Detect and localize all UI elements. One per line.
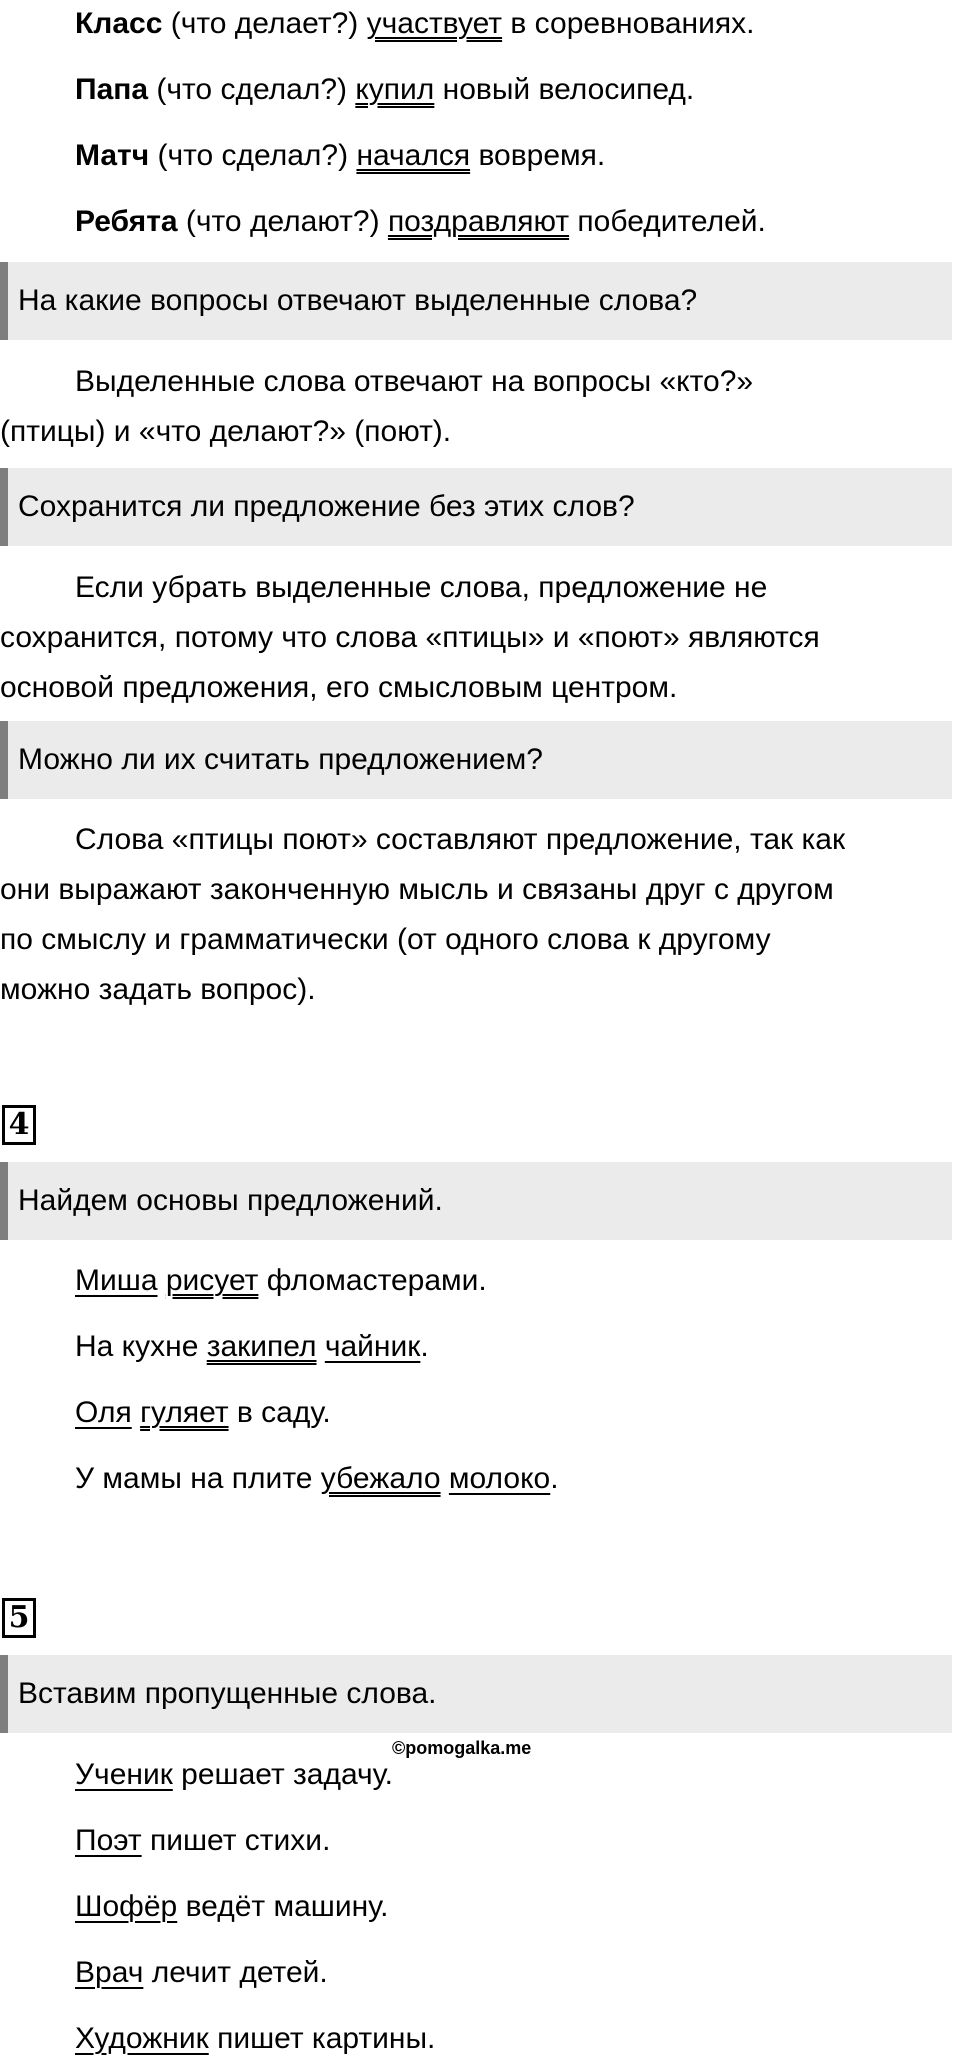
predicate-word: гуляет xyxy=(140,1396,229,1429)
watermark: ©pomogalka.me xyxy=(392,1738,532,1758)
predicate-word: поздравляют xyxy=(387,205,570,238)
answer-line: Если убрать выделенные слова, предложение не xyxy=(75,571,768,604)
question-box: Найдем основы предложений. xyxy=(0,1162,952,1240)
question-text: (что делает?) xyxy=(162,7,367,40)
question-box: Сохранится ли предложение без этих слов? xyxy=(0,468,952,546)
subject-word: чайник xyxy=(324,1330,421,1363)
rest-text: пишет стихи. xyxy=(141,1824,331,1857)
rest-text: лечит детей. xyxy=(143,1956,328,1989)
sentence-line xyxy=(75,1888,389,1926)
subject-word: Миша xyxy=(75,1264,158,1297)
subject-word: Оля xyxy=(75,1396,132,1429)
answer-line: (птицы) и «что делают?» (поют). xyxy=(0,415,452,448)
sentence-line xyxy=(75,1328,429,1366)
answer-line: можно задать вопрос). xyxy=(0,973,316,1006)
answer-line: они выражают законченную мысль и связаны друг с другом xyxy=(0,873,834,906)
separator xyxy=(317,1330,325,1363)
predicate-word: купил xyxy=(355,73,435,106)
subject-word: Матч xyxy=(75,139,150,172)
question-text: (что сделал?) xyxy=(148,73,356,106)
answer-paragraph xyxy=(0,357,960,457)
question-box: Вставим пропущенные слова. xyxy=(0,1655,952,1733)
example-line xyxy=(75,203,766,241)
answer-line: сохранится, потому что слова «птицы» и «поют» являются xyxy=(0,621,820,654)
rest-text: новый велосипед. xyxy=(434,73,695,106)
rest-text: . xyxy=(420,1330,429,1363)
rest-text: решает задачу. xyxy=(172,1758,393,1791)
predicate-word: убежало xyxy=(320,1462,441,1495)
subject-word: Ученик xyxy=(75,1758,173,1791)
subject-word: Класс xyxy=(75,7,163,40)
task-number-4: 4 xyxy=(2,1105,36,1145)
rest-text: пишет картины. xyxy=(208,2022,436,2055)
example-line xyxy=(75,71,694,109)
predicate-word: рисует xyxy=(165,1264,259,1297)
sentence-line xyxy=(75,1954,328,1992)
separator xyxy=(441,1462,449,1495)
subject-word: Ребята xyxy=(75,205,178,238)
sentence-line xyxy=(75,1756,393,1794)
predicate-word: начался xyxy=(356,139,471,172)
task-number-5: 5 xyxy=(2,1598,36,1638)
subject-word: Поэт xyxy=(75,1824,142,1857)
answer-paragraph xyxy=(0,563,960,713)
prefix-text: У мамы на плите xyxy=(75,1462,321,1495)
example-line xyxy=(75,137,605,175)
rest-text: . xyxy=(550,1462,559,1495)
subject-word: Художник xyxy=(75,2022,209,2055)
subject-word: молоко xyxy=(448,1462,551,1495)
sentence-line xyxy=(75,1460,559,1498)
rest-text: в соревнованиях. xyxy=(502,7,755,40)
predicate-word: участвует xyxy=(366,7,503,40)
answer-line: основой предложения, его смысловым центром. xyxy=(0,671,678,704)
question-box: На какие вопросы отвечают выделенные слова? xyxy=(0,262,952,340)
subject-word: Шофёр xyxy=(75,1890,178,1923)
answer-line: по смыслу и грамматически (от одного слова к другому xyxy=(0,923,771,956)
subject-word: Врач xyxy=(75,1956,144,1989)
example-line xyxy=(75,5,754,43)
answer-line: Слова «птицы поют» составляют предложение, так как xyxy=(75,823,846,856)
sentence-line xyxy=(75,1394,331,1432)
sentence-line xyxy=(75,1262,487,1300)
prefix-text: На кухне xyxy=(75,1330,207,1363)
sentence-line xyxy=(75,2020,435,2058)
predicate-word: закипел xyxy=(206,1330,317,1363)
sentence-line xyxy=(75,1822,330,1860)
question-text: (что делают?) xyxy=(177,205,388,238)
rest-text: в саду. xyxy=(228,1396,331,1429)
rest-text: победителей. xyxy=(569,205,766,238)
question-box: Можно ли их считать предложением? xyxy=(0,721,952,799)
answer-line: Выделенные слова отвечают на вопросы «кто?» xyxy=(75,365,754,398)
rest-text: вовремя. xyxy=(470,139,606,172)
question-text: (что сделал?) xyxy=(149,139,357,172)
subject-word: Папа xyxy=(75,73,149,106)
rest-text: фломастерами. xyxy=(258,1264,487,1297)
separator xyxy=(158,1264,166,1297)
separator xyxy=(132,1396,140,1429)
rest-text: ведёт машину. xyxy=(177,1890,389,1923)
answer-paragraph xyxy=(0,815,960,1015)
